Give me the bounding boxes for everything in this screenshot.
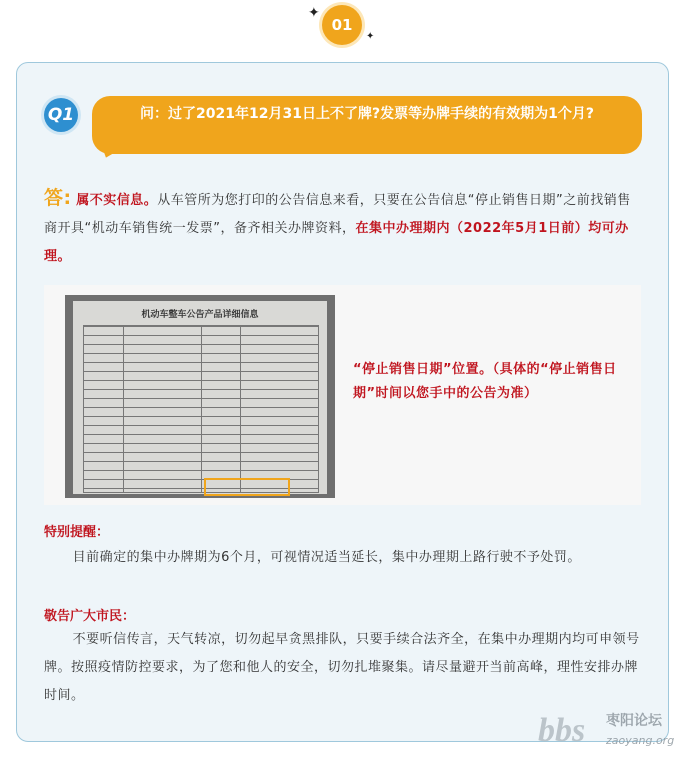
watermark-name: 枣阳论坛 — [606, 713, 662, 729]
sparkle-icon: ✦ — [366, 31, 375, 42]
notice-title: 敬告广大市民： — [44, 609, 136, 624]
question-icon: Q1 — [44, 98, 78, 132]
answer-body: 从车管所为您打印的公告信息来看，只要在公告信息“停止销售日期”之前找销售商开具“机动车销售统一发票”，备齐相关办牌资料， — [44, 193, 631, 236]
sparkle-icon: ✦ — [308, 5, 320, 21]
document-title: 机动车整车公告产品详细信息 — [141, 310, 259, 320]
special-reminder-title: 特别提醒： — [44, 525, 110, 540]
answer-label: 答: — [44, 187, 72, 209]
document-sheet — [73, 301, 327, 494]
document-table — [83, 325, 319, 493]
question-bubble: 问：过了2021年12月31日上不了牌?发票等办牌手续的有效期为1个月? — [92, 96, 642, 154]
site-watermark — [538, 708, 678, 754]
special-reminder-body: 目前确定的集中办牌期为6个月，可视情况适当延长，集中办理期上路行驶不予处罚。 — [72, 550, 581, 565]
stop-sale-date-highlight — [204, 478, 290, 496]
section-number-badge: 01 — [322, 5, 362, 45]
watermark-brand: bbs — [538, 712, 586, 749]
answer-verdict: 属不实信息。 — [76, 193, 158, 208]
answer-emphasis: 在集中办理期内（2022年5月1日前）均可办理。 — [44, 221, 629, 264]
announcement-document-photo — [65, 295, 335, 498]
answer-paragraph — [44, 184, 644, 271]
watermark-url: zaoyang.org — [606, 734, 675, 747]
notice-body: 不要听信传言，天气转凉，切勿起早贪黑排队，只要手续合法齐全，在集中办理期内均可申领号牌。按照疫情防控要求，为了您和他人的安全，切勿扎堆聚集。请尽量避开当前高峰，理性安排办牌时间。 — [44, 632, 640, 703]
figure-caption: “停止销售日期”位置。（具体的“停止销售日期”时间以您手中的公告为准） — [353, 362, 617, 401]
